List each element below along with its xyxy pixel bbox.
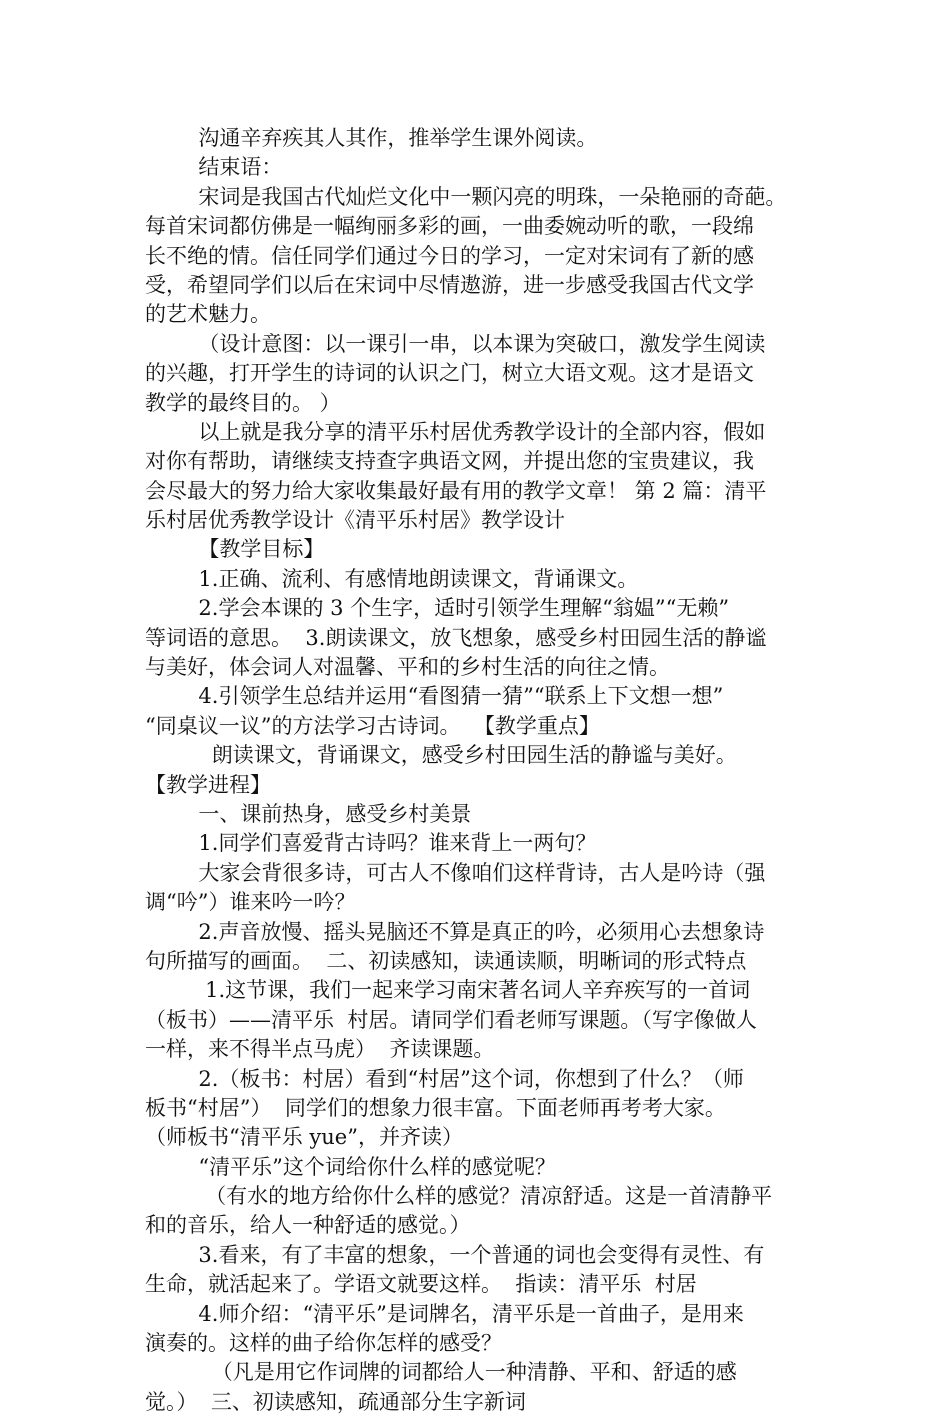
text-line: 1.同学们喜爱背古诗吗？谁来背上一两句？: [145, 831, 597, 856]
text-line: 的艺术魅力。: [145, 302, 271, 327]
text-line: 【教学进程】: [145, 772, 271, 797]
text-line: （设计意图：以一课引一串，以本课为突破口，激发学生阅读: [145, 331, 766, 356]
text-line: 觉。） 三、初读感知，疏通部分生字新词: [145, 1389, 526, 1414]
text-line: “清平乐”这个词给你什么样的感觉呢？: [145, 1154, 556, 1179]
text-line: 演奏的。这样的曲子给你怎样的感受？: [145, 1331, 502, 1356]
text-line: 句所描写的画面。 二、初读感知，读通读顺，明晰词的形式特点: [145, 948, 747, 973]
text-line: 1.正确、流利、有感情地朗读课文，背诵课文。: [145, 566, 639, 591]
text-line: 一样，来不得半点马虎） 齐读课题。: [145, 1037, 495, 1062]
text-line: 乐村居优秀教学设计《清平乐村居》教学设计: [145, 508, 565, 533]
text-line: 4.师介绍：“清平乐”是词牌名，清平乐是一首曲子，是用来: [145, 1301, 744, 1326]
text-line: 宋词是我国古代灿烂文化中一颗闪亮的明珠，一朵艳丽的奇葩。: [145, 184, 787, 209]
text-line: 每首宋词都仿佛是一幅绚丽多彩的画，一曲委婉动听的歌，一段绵: [145, 214, 754, 239]
text-line: 以上就是我分享的清平乐村居优秀教学设计的全部内容，假如: [145, 419, 766, 444]
text-line: （有水的地方给你什么样的感觉？清凉舒适。这是一首清静平: [145, 1184, 773, 1209]
text-line: 受，希望同学们以后在宋词中尽情遨游，进一步感受我国古代文学: [145, 272, 754, 297]
text-line: 2.学会本课的 3 个生字，适时引领学生理解“翁媪”“无赖”: [145, 596, 730, 621]
document-body: [145, 124, 815, 1417]
text-line: （师板书“清平乐 yue”，并齐读）: [145, 1125, 463, 1150]
text-line: 朗读课文，背诵课文，感受乡村田园生活的静谧与美好。: [145, 743, 737, 768]
text-line: 的兴趣，打开学生的诗词的认识之门，树立大语文观。这才是语文: [145, 361, 754, 386]
text-line: 调“吟”）谁来吟一吟？: [145, 890, 356, 915]
text-line: 板书“村居”） 同学们的想象力很丰富。下面老师再考考大家。: [145, 1095, 726, 1120]
text-line: 4.引领学生总结并运用“看图猜一猜”“联系上下文想一想”: [145, 684, 724, 709]
text-line: “同桌议一议”的方法学习古诗词。 【教学重点】: [145, 713, 600, 738]
text-line: 结束语：: [145, 155, 283, 180]
text-line: 大家会背很多诗，可古人不像咱们这样背诗，古人是吟诗（强: [145, 860, 766, 885]
text-line: 会尽最大的努力给大家收集最好最有用的教学文章！ 第 2 篇：清平: [145, 478, 767, 503]
text-line: 教学的最终目的。 ）: [145, 390, 341, 415]
text-line: （凡是用它作词牌的词都给人一种清静、平和、舒适的感: [145, 1360, 737, 1385]
text-line: 2.（板书：村居）看到“村居”这个词，你想到了什么？（师: [145, 1066, 744, 1091]
text-line: 和的音乐，给人一种舒适的感觉。）: [145, 1213, 471, 1238]
text-line: 长不绝的情。信任同学们通过今日的学习，一定对宋词有了新的感: [145, 243, 754, 268]
text-line: （板书）——清平乐 村居。请同学们看老师写课题。（写字像做人: [145, 1007, 757, 1032]
text-line: 对你有帮助，请继续支持查字典语文网，并提出您的宝贵建议，我: [145, 449, 754, 474]
text-line: 生命，就活起来了。学语文就要这样。 指读：清平乐 村居: [145, 1272, 697, 1297]
text-line: 3.看来，有了丰富的想象，一个普通的词也会变得有灵性、有: [145, 1242, 765, 1267]
text-line: 沟通辛弃疾其人其作，推举学生课外阅读。: [145, 126, 598, 150]
text-line: 【教学目标】: [145, 537, 325, 562]
text-line: 与美好，体会词人对温馨、平和的乡村生活的向往之情。: [145, 655, 670, 680]
text-line: 1.这节课，我们一起来学习南宋著名词人辛弃疾写的一首词: [145, 978, 751, 1003]
text-line: 2.声音放慢、摇头晃脑还不算是真正的吟，必须用心去想象诗: [145, 919, 765, 944]
text-line: 等词语的意思。 3.朗读课文，放飞想象，感受乡村田园生活的静谧: [145, 625, 767, 650]
text-line: 一、课前热身，感受乡村美景: [145, 801, 472, 826]
